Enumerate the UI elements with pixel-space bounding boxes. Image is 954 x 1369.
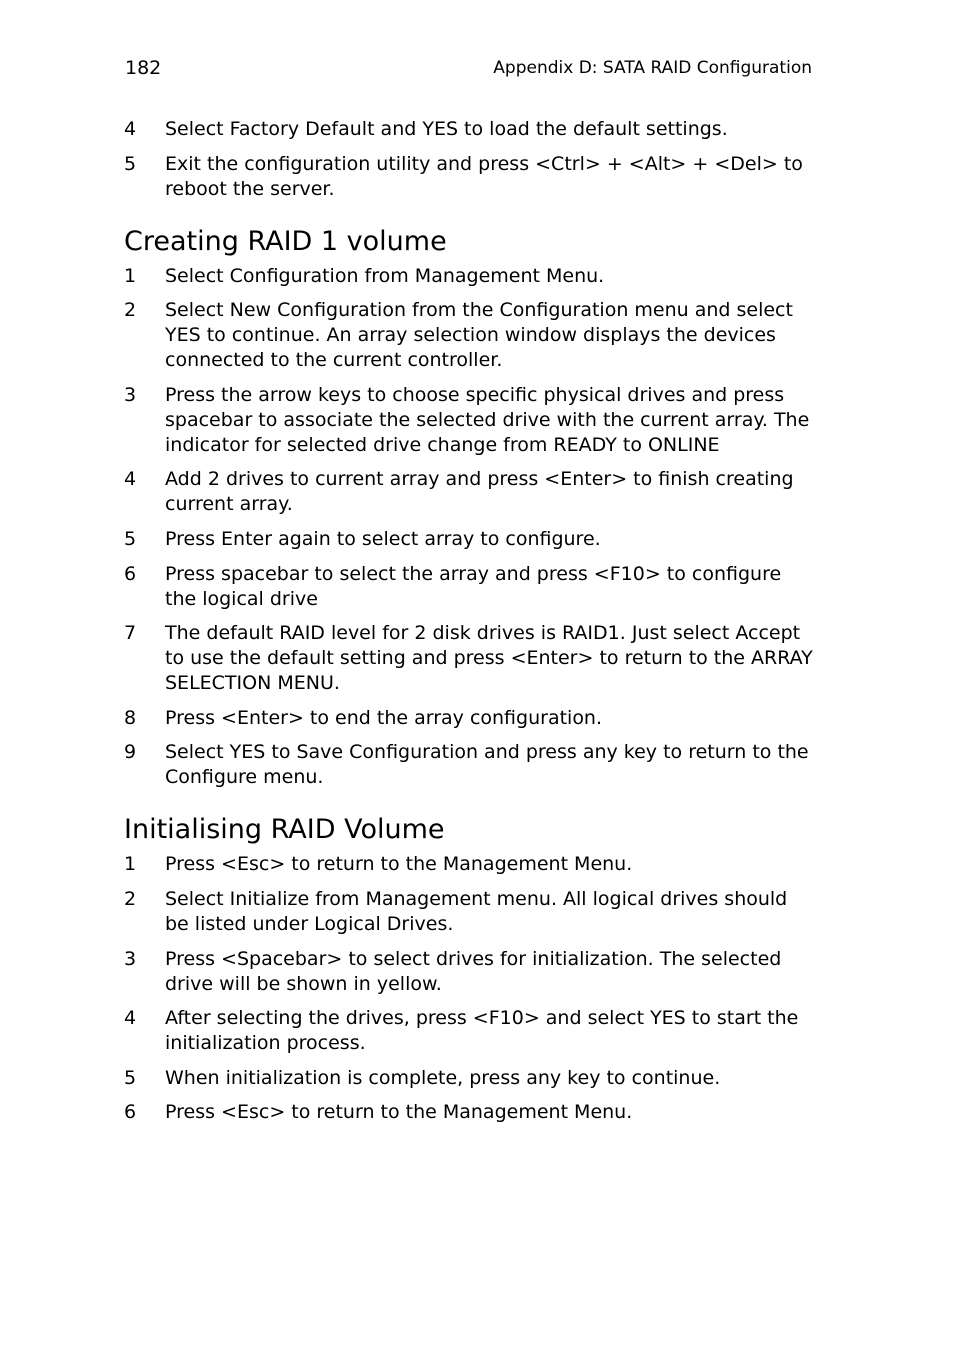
- step-number: 5: [124, 152, 137, 175]
- step-number: 2: [124, 299, 137, 322]
- init-steps: [124, 852, 816, 1125]
- step-text: Press spacebar to select the array and press <F10> to configure the logical drive: [165, 562, 782, 610]
- step-number: 8: [124, 706, 137, 729]
- step-number: 1: [124, 853, 137, 876]
- step-text: Select YES to Save Configuration and press any key to return to the Configure menu.: [165, 741, 809, 789]
- step-text: The default RAID level for 2 disk drives is RAID1. Just select Accept to use the default setting and press <Enter> to return to the ARRAY SELECTION MENU.: [165, 622, 813, 695]
- step-number: 5: [124, 1066, 137, 1089]
- raid1-steps: [124, 264, 816, 791]
- list-item: [124, 706, 816, 731]
- step-number: 4: [124, 118, 137, 140]
- step-text: Press <Enter> to end the array configuration.: [165, 706, 603, 729]
- list-item: [124, 1006, 816, 1056]
- page-number: 182: [125, 57, 162, 79]
- step-number: 5: [124, 527, 137, 550]
- step-text: Press <Spacebar> to select drives for initialization. The selected drive will be shown in yellow.: [165, 947, 782, 995]
- step-text: Exit the configuration utility and press <Ctrl> + <Alt> + <Del> to reboot the server.: [165, 152, 803, 200]
- step-number: 1: [124, 264, 137, 287]
- step-text: Press <Esc> to return to the Management Menu.: [165, 1101, 633, 1124]
- step-text: Press <Esc> to return to the Management Menu.: [165, 853, 633, 876]
- running-header: Appendix D: SATA RAID Configuration: [493, 58, 812, 78]
- list-item: [124, 947, 816, 997]
- step-number: 6: [124, 1101, 137, 1124]
- list-item: [124, 264, 816, 289]
- step-text: When initialization is complete, press any key to continue.: [165, 1066, 721, 1089]
- step-text: Select Configuration from Management Menu.: [165, 264, 605, 287]
- step-number: 7: [124, 622, 137, 645]
- list-item: [124, 467, 816, 517]
- list-item: [124, 117, 816, 142]
- step-number: 3: [124, 947, 137, 970]
- step-number: 6: [124, 562, 137, 585]
- step-text: Select Initialize from Management menu. All logical drives should be listed under Logical Drives.: [165, 887, 788, 935]
- step-number: 4: [124, 468, 137, 491]
- step-text: Press the arrow keys to choose specific physical drives and press spacebar to associate the selected drive with the current array. The indicator for selected drive change from READY to ONLINE: [165, 383, 810, 456]
- list-item: [124, 562, 816, 612]
- list-item: [124, 740, 816, 790]
- step-text: Select Factory Default and YES to load the default settings.: [165, 118, 728, 140]
- step-number: 2: [124, 887, 137, 910]
- list-item: [124, 621, 816, 696]
- list-item: [124, 887, 816, 937]
- list-item: [124, 383, 816, 458]
- step-number: 4: [124, 1007, 137, 1030]
- list-item: [124, 152, 816, 202]
- intro-steps: [124, 117, 816, 202]
- list-item: [124, 527, 816, 552]
- step-text: Select New Configuration from the Configuration menu and select YES to continue. An array selection window displays the devices connected to the current controller.: [165, 299, 793, 372]
- list-item: [124, 852, 816, 877]
- page-content: [124, 117, 816, 1135]
- step-number: 3: [124, 383, 137, 406]
- step-text: Press Enter again to select array to configure.: [165, 527, 601, 550]
- step-text: After selecting the drives, press <F10> and select YES to start the initialization process.: [165, 1007, 799, 1055]
- list-item: [124, 1100, 816, 1125]
- section-heading: Initialising RAID Volume: [124, 814, 445, 846]
- section-heading: Creating RAID 1 volume: [124, 225, 447, 257]
- list-item: [124, 298, 816, 373]
- list-item: [124, 1066, 816, 1091]
- step-number: 9: [124, 741, 137, 764]
- step-text: Add 2 drives to current array and press <Enter> to finish creating current array.: [165, 468, 794, 516]
